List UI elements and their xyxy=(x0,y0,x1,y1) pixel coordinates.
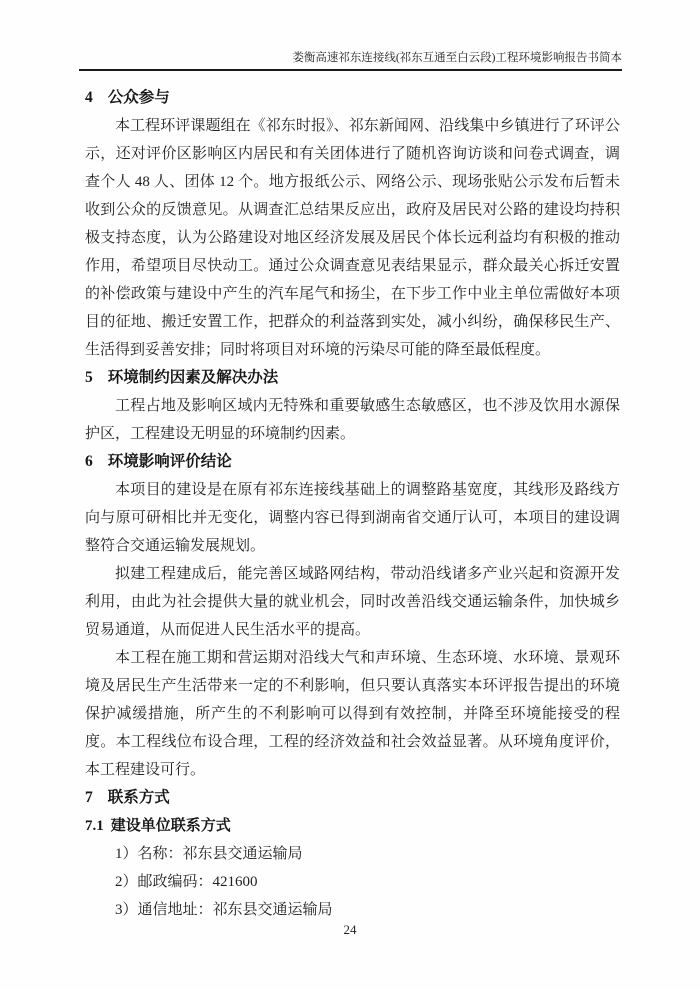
subsection-title: 建设单位联系方式 xyxy=(110,817,231,834)
section-title: 环境制约因素及解决办法 xyxy=(107,369,279,386)
paragraph-environmental-constraints: 工程占地及影响区域内无特殊和重要敏感生态敏感区，也不涉及饮用水源保护区，工程建设无明显的环境制约因素。 xyxy=(85,398,620,442)
section-heading-eia-conclusion xyxy=(85,448,620,476)
paragraph-public-participation: 本工程环评课题组在《祁东时报》、祁东新闻网、沿线集中乡镇进行了环评公示，还对评价区影响区内居民和有关团体进行了随机咨询访谈和问卷式调查，调查个人 48 人、团体 12 个。地方报纸公示、网络公示、现场张贴公示发布后暂未收到公众的反馈意见。从调查汇总结果反应出，政府及居民对公路的建设均持积极支持态度，认为公路建设对地区经济发展及居民个体长远利益均有积极的推动作用，希望项目尽快动工。通过公众调查意见表结果显示，群众最关心拆迁安置的补偿政策与建设中产生的汽车尾气和扬尘，在下步工作中业主单位需做好本项目的征地、搬迁安置工作，把群众的利益落到实处，减小纠纷，确保移民生产、生活得到妥善安排；同时将项目对环境的污染尽可能的降至最低程度。 xyxy=(85,118,620,358)
paragraph-eia-conclusion-3: 本工程在施工期和营运期对沿线大气和声环境、生态环境、水环境、景观环境及居民生产生活带来一定的不利影响，但只要认真落实本环评报告提出的环境保护减缓措施，所产生的不利影响可以得到有效控制，并降至环境能接受的程度。本工程线位布设合理，工程的经济效益和社会效益显著。从环境角度评价，本工程建设可行。 xyxy=(85,650,620,778)
paragraph-eia-conclusion-2: 拟建工程建成后，能完善区域路网结构，带动沿线诸多产业兴起和资源开发利用，由此为社会提供大量的就业机会，同时改善沿线交通运输条件，加快城乡贸易通道，从而促进人民生活水平的提高。 xyxy=(85,566,620,638)
page-footer xyxy=(0,921,700,939)
running-header xyxy=(79,50,622,71)
section-number: 6 xyxy=(85,453,93,470)
section-number: 5 xyxy=(85,369,93,386)
contact-item-mailing-address: 3）通信地址：祁东县交通运输局 xyxy=(115,902,333,918)
subsection-number: 7.1 xyxy=(85,818,104,834)
subsection-heading-construction-unit-contact xyxy=(85,812,620,840)
section-title: 环境影响评价结论 xyxy=(107,453,232,470)
section-heading-contact-info xyxy=(85,784,620,812)
page-number: 24 xyxy=(343,922,357,937)
section-number: 4 xyxy=(85,89,93,106)
section-heading-public-participation xyxy=(85,84,620,112)
paragraph-eia-conclusion-1: 本项目的建设是在原有祁东连接线基础上的调整路基宽度，其线形及路线方向与原可研相比并无变化，调整内容已得到湖南省交通厅认可，本项目的建设调整符合交通运输发展规划。 xyxy=(85,482,620,554)
section-title: 公众参与 xyxy=(107,89,170,106)
section-number: 7 xyxy=(85,789,93,806)
contact-item-name: 1）名称：祁东县交通运输局 xyxy=(115,846,303,862)
running-header-title: 娄衡高速祁东连接线(祁东互通至白云段)工程环境影响报告书简本 xyxy=(292,52,622,64)
contact-item-postal-code: 2）邮政编码：421600 xyxy=(115,874,258,890)
section-heading-environmental-constraints xyxy=(85,364,620,392)
page-content xyxy=(85,84,620,924)
section-title: 联系方式 xyxy=(107,789,170,806)
